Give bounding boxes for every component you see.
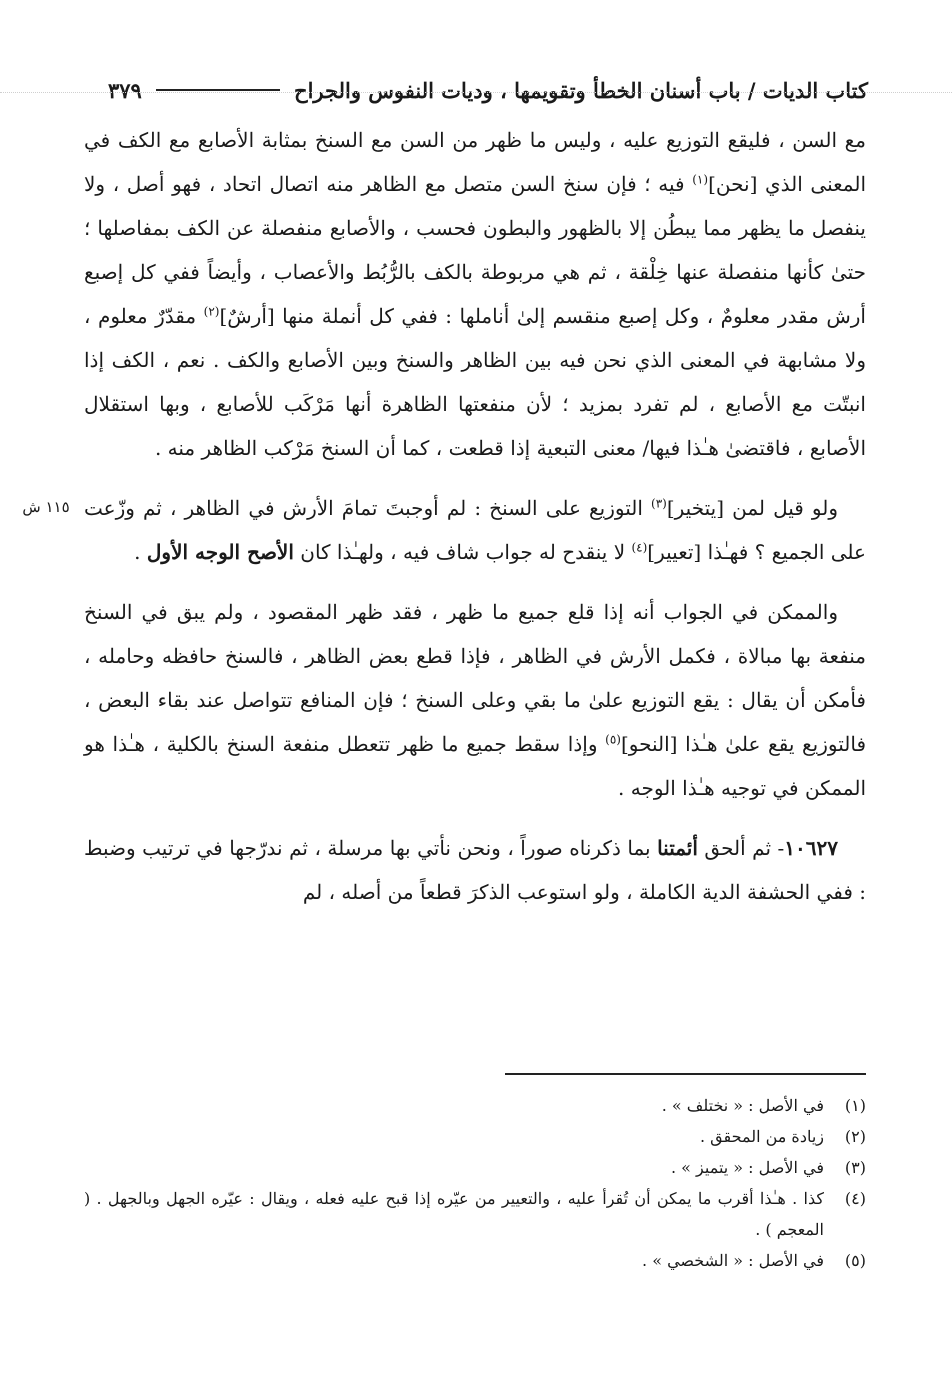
- paragraph-1-part-a: مع السن ، فليقع التوزيع عليه ، وليس ما ظهر من السن مع السنخ بمثابة الأصابع مع الكف في المعنى الذي [نحن]: [84, 128, 866, 196]
- footnote: [84, 1152, 866, 1183]
- footnote-separator: [505, 1073, 866, 1075]
- paragraph-2-part-c: لا ينقدح له جواب شاف فيه ، ولهـٰذا كان: [293, 540, 632, 564]
- main-text: [84, 118, 866, 930]
- running-header: [108, 72, 868, 108]
- paragraph-4-part-b: بما ذكرناه صوراً ، ونحن نأتي بها مرسلة ، ثم ندرّجها في ترتيب وضبط : ففي الحشفة الدية الكاملة ، ولو استوعب الذكرَ قطعاً من أصله ، لم: [84, 836, 866, 904]
- footnote-ref-1[interactable]: (١): [692, 172, 709, 187]
- paragraph-3: [84, 590, 866, 810]
- footnote-text: زيادة من المحقق .: [700, 1127, 824, 1146]
- footnote-ref-5[interactable]: (٥): [605, 732, 621, 747]
- footnote-ref-3[interactable]: (٣): [651, 496, 667, 511]
- paragraph-4: [84, 826, 866, 914]
- header-rule: [156, 89, 280, 91]
- footnote-number: (٤): [844, 1189, 866, 1208]
- paragraph-1-part-b: فيه ؛ فإن سنخ السن متصل مع الظاهر منه اتصال اتحاد ، فهو أصل ، ولا ينفصل ما يظهر مما يبطُن إلا بالظهور والبطون فحسب ، والأصابع منفصلة عن الكف بمفاصلها ؛ حتىٰ كأنها منفصلة عنها خِلْقة ، ثم هي مربوطة بالكف بالرُّبُط والأعصاب ، وأيضاً ففي كل إصبع أرش مقدر معلومٌ ، وكل إصبع منقسم إلىٰ أناملها : ففي كل أنملة منها [أرشٌ]: [84, 172, 866, 328]
- paragraph-3-part-b: وإذا سقط جميع ما ظهر تتعطل منفعة السنخ بالكلية ، هـٰذا هو الممكن في توجيه هـٰذا الوجه .: [84, 732, 866, 800]
- footnote-number: (٢): [844, 1127, 866, 1146]
- footnote: [84, 1090, 866, 1121]
- footnote-number: (٥): [844, 1251, 866, 1270]
- footnote: [84, 1121, 866, 1152]
- footnote: [84, 1245, 866, 1276]
- footnote: [84, 1183, 866, 1245]
- footnote-text: في الأصل : « يتميز » .: [670, 1158, 824, 1177]
- footnote-ref-2[interactable]: (٢): [203, 304, 220, 319]
- paragraph-4-part-a: - ثم ألحق: [697, 836, 785, 860]
- margin-folio-note: ١١٥ ش: [22, 498, 70, 516]
- footnote-text: كذا . هـٰذا أقرب ما يمكن أن تُقرأ عليه ، والتعيير من عيّره إذا قبح عليه فعله ، ويقال : عيّره الجهل وبالجهل . ( المعجم ) .: [84, 1189, 824, 1239]
- paragraph-2-emphasis: الأصح الوجه الأول: [146, 540, 294, 564]
- issue-number: ١٠٦٢٧: [784, 836, 838, 860]
- footnote-text: في الأصل : « نختلف » .: [661, 1096, 824, 1115]
- running-title: كتاب الديات / باب أسنان الخطأ وتقويمها ، وديات النفوس والجراح: [294, 77, 868, 103]
- page-number: ٣٧٩: [108, 77, 142, 103]
- header-dotted-guide: [0, 92, 952, 93]
- paragraph-2-part-a: ولو قيل لمن [يتخير]: [666, 496, 839, 520]
- footnote-text: في الأصل : « الشخصي » .: [642, 1251, 824, 1270]
- paragraph-1-part-c: مقدّرٌ معلوم ، ولا مشابهة في المعنى الذي نحن فيه بين الظاهر والسنخ وبين الأصابع والكف . نعم ، الكف إذا انبتّت مع الأصابع ، لم تفرد بمزيد ؛ لأن منفعتها الظاهرة أنها مَرْكَب للأصابع ، وبها استقلال الأصابع ، فاقتضىٰ هـٰذا فيها/ معنى التبعية إذا قطعت ، كما أن السنخ مَرْكب الظاهر منه .: [84, 304, 866, 460]
- paragraph-4-emphasis: أئمتنا: [657, 836, 698, 860]
- footnote-number: (١): [844, 1096, 866, 1115]
- paragraph-3-part-a: والممكن في الجواب أنه إذا قلع جميع ما ظهر ، فقد ظهر المقصود ، ولم يبق في السنخ منفعة بها مبالاة ، فكمل الأرش في الظاهر ، فإذا قطع بعض الظاهر ، فالسنخ حافظه وحامله ، فأمكن أن يقال : يقع التوزيع علىٰ ما بقي وعلى السنخ ؛ فإن المنافع تتواصل عند بقاء البعض ، فالتوزيع يقع علىٰ هـٰذا [النحو]: [84, 600, 866, 756]
- paragraph-2: [84, 486, 866, 574]
- paragraph-2-part-b: التوزيع على السنخ : لم أوجبتَ تمامَ الأرش في الظاهر ، ثم وزّعت على الجميع ؟ فهـٰذا [تعيير]: [84, 496, 866, 564]
- paragraph-1: [84, 118, 866, 470]
- paragraph-2-part-d: .: [134, 540, 147, 564]
- footnote-ref-4[interactable]: (٤): [631, 540, 648, 555]
- footnote-number: (٣): [844, 1158, 866, 1177]
- footnotes: [84, 1090, 866, 1276]
